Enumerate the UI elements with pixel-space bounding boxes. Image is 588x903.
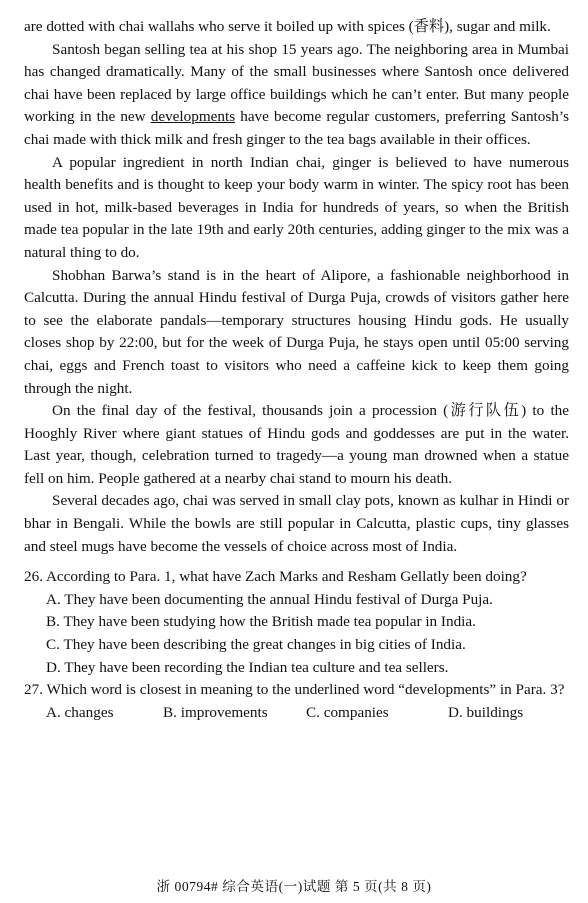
passage-paragraph-2: [24, 39, 569, 152]
question-27-stem: 27. Which word is closest in meaning to the underlined word “developments” in Para. 3?: [24, 681, 565, 699]
passage-paragraph-4: Shobhan Barwa’s stand is in the heart of Alipore, a fashionable neighborhood in Calcutta. During the annual Hindu festival of Durga Puja, crowds of visitors gather here to see the elaborate pandals—temporary structures housing Hindu gods. He usually closes shop by 22:00, but for the week of Durga Puja, he stays open until 05:00 serving chai, eggs and French toast to visitors who need a caffeine kick to keep them going through the night.: [24, 266, 569, 397]
question-26-option-b: B. They have been studying how the British made tea popular in India.: [46, 613, 476, 631]
exam-page: [0, 16, 588, 903]
question-26-option-d: D. They have been recording the Indian tea culture and tea sellers.: [46, 658, 449, 676]
questions: [24, 566, 569, 724]
paragraph-2-text-a: Santosh began selling tea at his shop 15 years ago. The neighboring area in Mumbai has changed dramatically. Many of the small businesses where Santosh once delivered chai have been replaced by large office buildings which he can’t enter. But many people working in the new: [24, 40, 569, 126]
passage-paragraph-5: On the final day of the festival, thousands join a procession (游行队伍) to the Hooghly River where giant statues of Hindu gods and goddesses are put in the water. Last year, though, celebration turned to tragedy—a young man drowned when a statue fell on him. People gathered at a nearby chai stand to mourn his death.: [24, 402, 569, 487]
question-26-stem: 26. According to Para. 1, what have Zach Marks and Resham Gellatly been doing?: [24, 568, 527, 586]
underlined-word-developments: developments: [150, 108, 236, 126]
question-26-option-a: A. They have been documenting the annual Hindu festival of Durga Puja.: [46, 590, 493, 608]
question-27-option-b: B. improvements: [163, 703, 268, 721]
page-footer: 浙 00794# 综合英语(一)试题 第 5 页(共 8 页): [156, 879, 432, 894]
question-27-option-d: D. buildings: [448, 703, 524, 721]
question-27-option-a: A. changes: [46, 703, 114, 721]
passage-paragraph-1: are dotted with chai wallahs who serve it boiled up with spices (香料), sugar and milk.: [24, 18, 551, 35]
question-26-option-c: C. They have been describing the great changes in big cities of India.: [46, 636, 466, 654]
question-27-option-c: C. companies: [306, 703, 389, 721]
question-27-options: [24, 702, 569, 725]
passage-paragraph-3: A popular ingredient in north Indian chai, ginger is believed to have numerous health benefits and is thought to keep your body warm in winter. The spicy root has been used in hot, milk-based beverages in India for hundreds of years, so when the British made tea popular in the late 19th and early 20th centuries, adding ginger to the mix was a natural thing to do.: [24, 153, 569, 261]
paragraph-2-text-b: have become regular customers, preferring Santosh’s chai made with thick milk and fresh ginger to the tea bags available in their offices.: [24, 108, 569, 148]
reading-passage: [24, 16, 569, 558]
passage-paragraph-6: Several decades ago, chai was served in small clay pots, known as kulhar in Hindi or bhar in Bengali. While the bowls are still popular in Calcutta, plastic cups, tiny glasses and steel mugs have become the vessels of choice across most of India.: [24, 492, 569, 555]
